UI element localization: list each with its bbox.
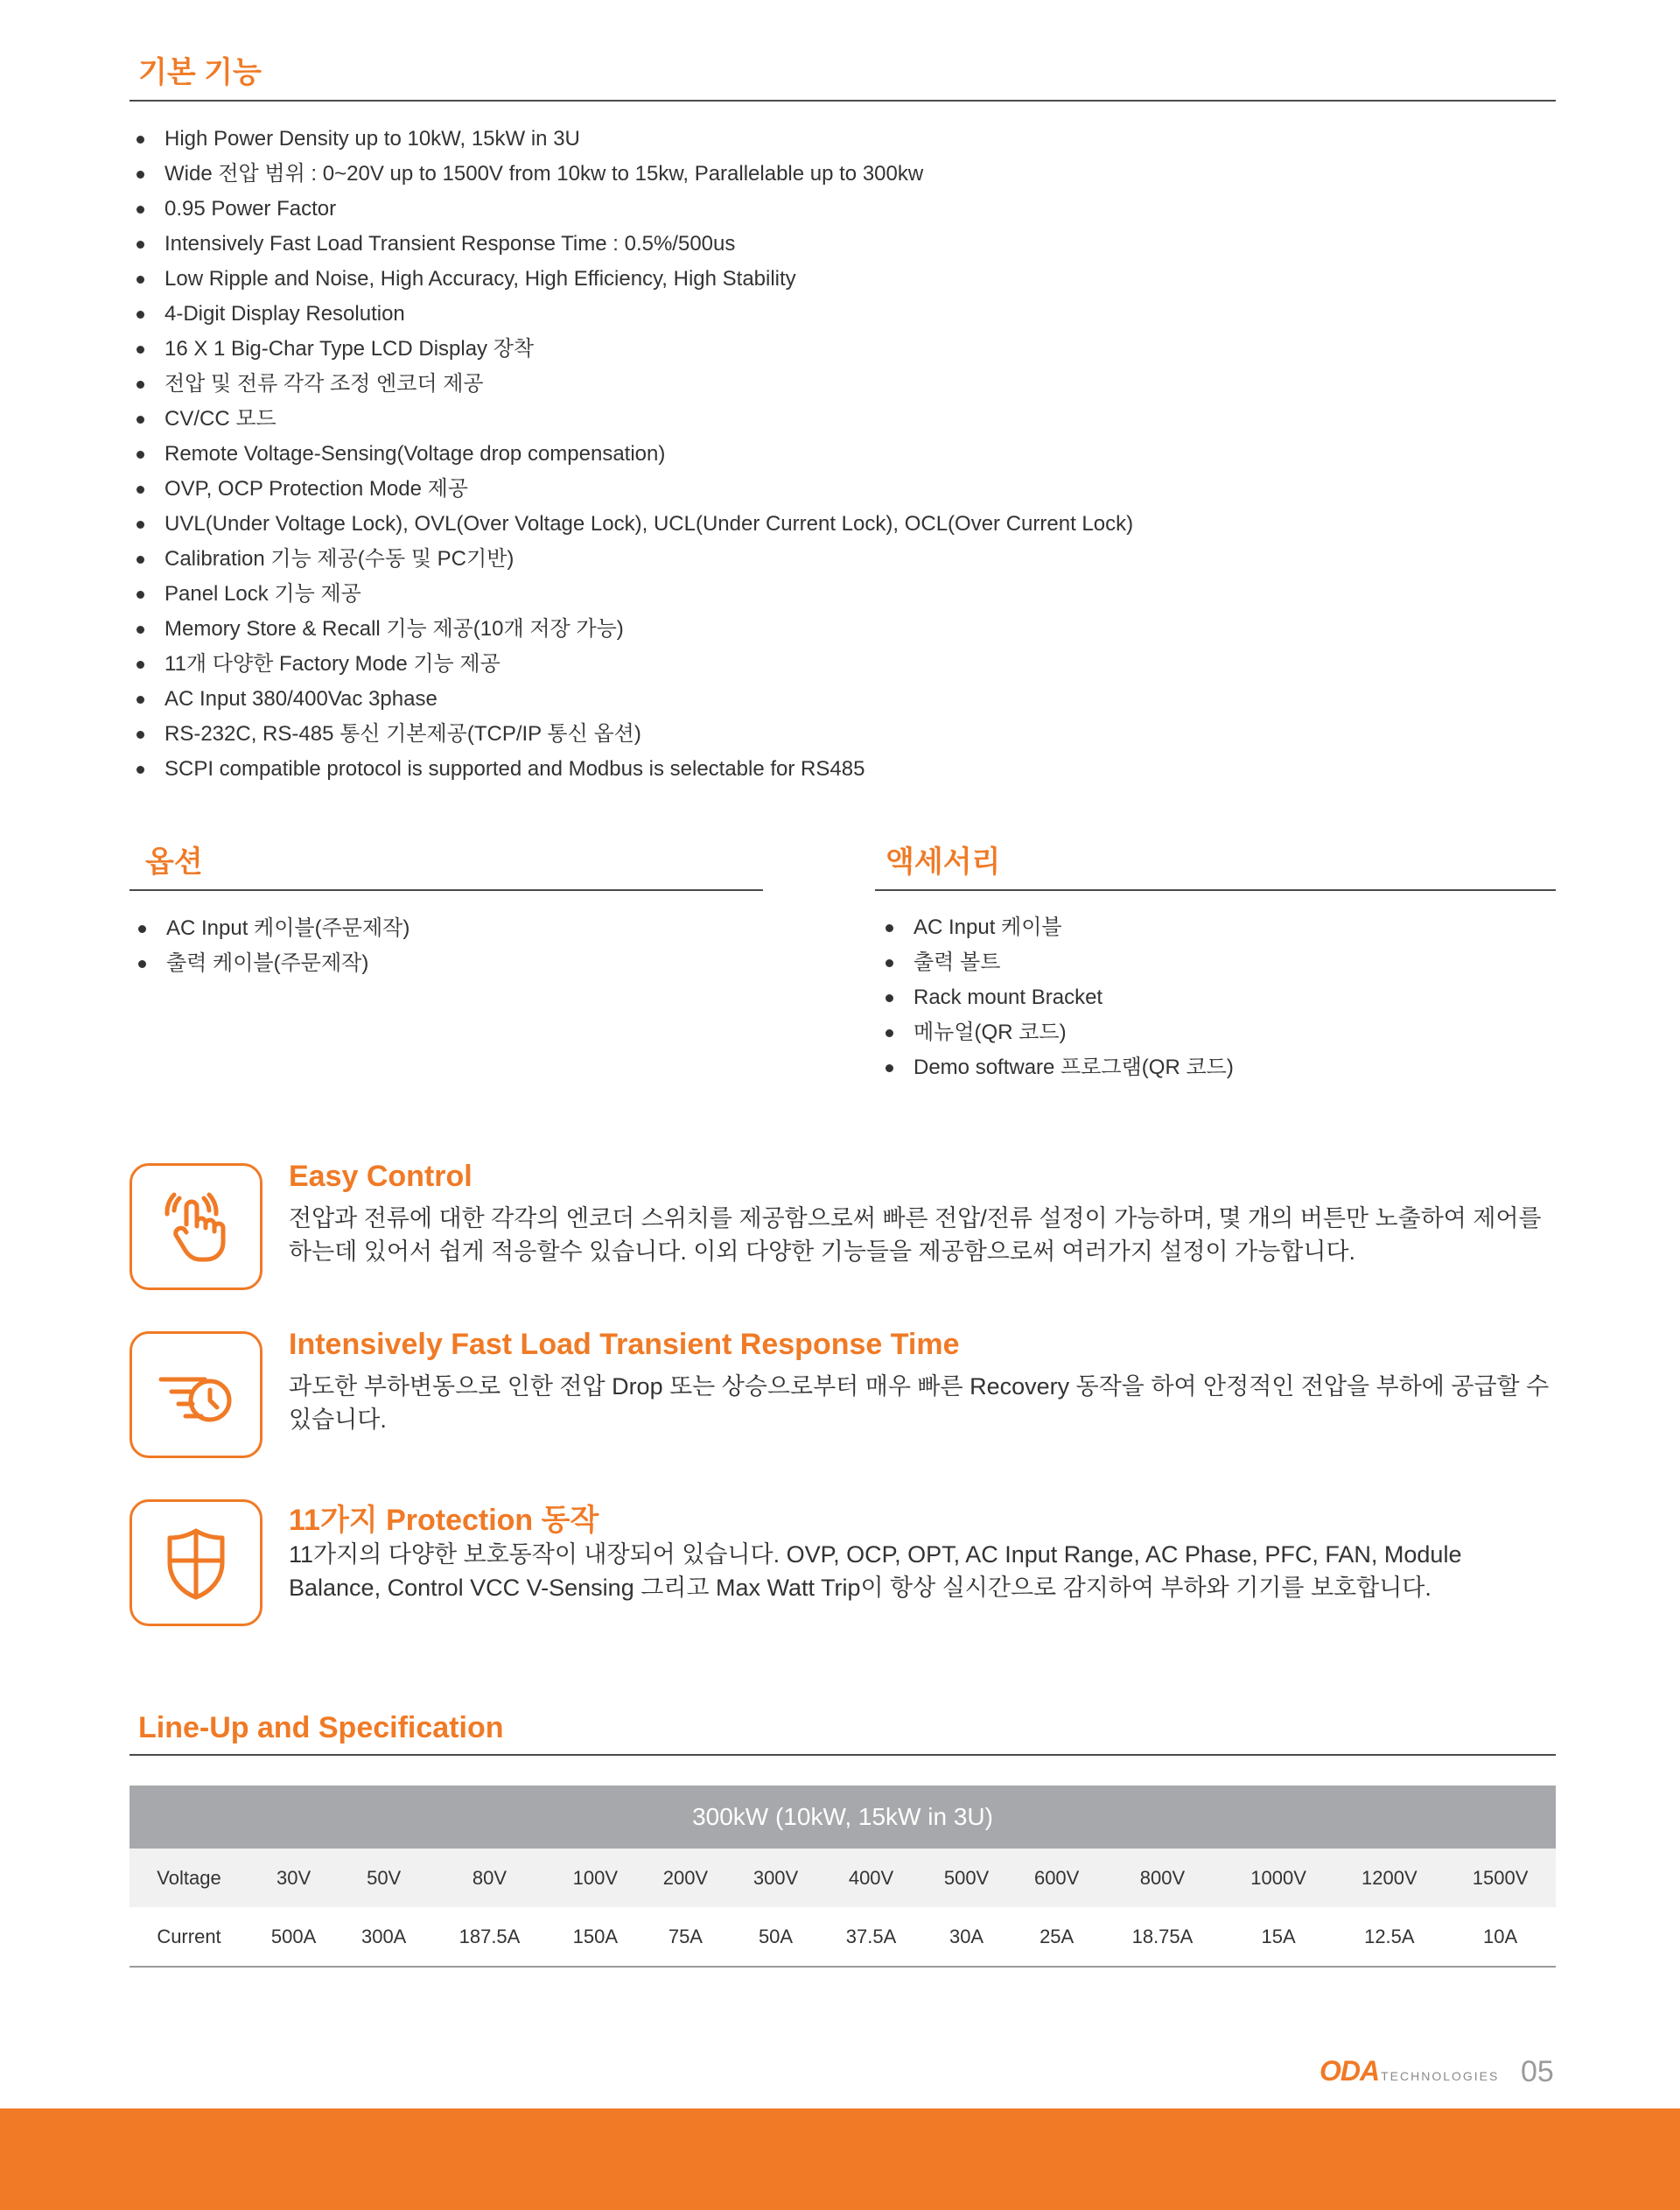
voltage-cell: 200V	[640, 1849, 731, 1907]
touch-hand-icon	[130, 1163, 262, 1290]
feature-description: 11가지의 다양한 보호동작이 내장되어 있습니다. OVP, OCP, OPT, AC Input Range, AC Phase, PFC, FAN, Module Balance, Control VCC V-Sensing 그리고 Max Watt Trip이 항상 실시간으로 감지하여 부하와 기기를 보호합니다.	[289, 1541, 1462, 1601]
list-item: RS-232C, RS-485 통신 기본제공(TCP/IP 통신 옵션)	[133, 717, 1550, 752]
voltage-cell: 80V	[429, 1849, 550, 1907]
voltage-row	[130, 1849, 1556, 1907]
current-cell: 150A	[550, 1907, 640, 1967]
voltage-cell: 100V	[550, 1849, 640, 1907]
list-item: AC Input 케이블(주문제작)	[135, 911, 747, 946]
list-item: 4-Digit Display Resolution	[133, 297, 1550, 332]
list-item: Calibration 기능 제공(수동 및 PC기반)	[133, 542, 1550, 577]
feature-description: 과도한 부하변동으로 인한 전압 Drop 또는 상승으로부터 매우 빠른 Recovery 동작을 하여 안정적인 전압을 부하에 공급할 수 있습니다.	[289, 1373, 1550, 1433]
feature-title: Intensively Fast Load Transient Response Time	[289, 1328, 960, 1361]
voltage-cell: 300V	[731, 1849, 821, 1907]
shield-icon	[130, 1499, 262, 1626]
spec-table	[130, 1786, 1556, 1968]
options-list	[135, 911, 747, 981]
feature-title: Easy Control	[289, 1160, 472, 1193]
logo-main-text: ODA	[1320, 2055, 1380, 2087]
list-item: SCPI compatible protocol is supported and Modbus is selectable for RS485	[133, 752, 1550, 787]
current-cell: 50A	[731, 1907, 821, 1967]
current-cell: 187.5A	[429, 1907, 550, 1967]
current-cell: 75A	[640, 1907, 731, 1967]
oda-logo	[1320, 2055, 1499, 2087]
voltage-label: Voltage	[130, 1849, 248, 1907]
current-label: Current	[130, 1907, 248, 1967]
list-item: High Power Density up to 10kW, 15kW in 3U	[133, 122, 1550, 157]
accessories-list	[882, 910, 1547, 1085]
basic-features-list	[133, 122, 1550, 787]
list-item: 16 X 1 Big-Char Type LCD Display 장착	[133, 332, 1550, 367]
voltage-cell: 400V	[821, 1849, 921, 1907]
current-cell: 18.75A	[1102, 1907, 1223, 1967]
list-item: AC Input 케이블	[882, 910, 1547, 945]
voltage-cell: 1500V	[1445, 1849, 1556, 1907]
feature-easy-control	[130, 1160, 1556, 1294]
feature-fast-transient	[130, 1328, 1556, 1463]
list-item: UVL(Under Voltage Lock), OVL(Over Voltage Lock), UCL(Under Current Lock), OCL(Over Current Lock)	[133, 507, 1550, 542]
logo-sub-text: TECHNOLOGIES	[1381, 2069, 1500, 2083]
spec-table-header: 300kW (10kW, 15kW in 3U)	[130, 1786, 1556, 1849]
current-cell: 30A	[921, 1907, 1012, 1967]
list-item: 출력 케이블(주문제작)	[135, 946, 747, 981]
list-item: Panel Lock 기능 제공	[133, 577, 1550, 612]
voltage-cell: 500V	[921, 1849, 1012, 1907]
feature-description: 전압과 전류에 대한 각각의 엔코더 스위치를 제공함으로써 빠른 전압/전류 설정이 가능하며, 몇 개의 버튼만 노출하여 제어를 하는데 있어서 쉽게 적응할수 있습니다. 이외 다양한 기능들을 제공함으로써 여러가지 설정이 가능합니다.	[289, 1205, 1542, 1265]
list-item: OVP, OCP Protection Mode 제공	[133, 472, 1550, 507]
list-item: Demo software 프로그램(QR 코드)	[882, 1050, 1547, 1085]
voltage-cell: 50V	[339, 1849, 429, 1907]
current-cell: 12.5A	[1334, 1907, 1445, 1967]
current-cell: 300A	[339, 1907, 429, 1967]
list-item: Intensively Fast Load Transient Response Time : 0.5%/500us	[133, 227, 1550, 262]
feature-protection	[130, 1499, 1556, 1631]
current-cell: 10A	[1445, 1907, 1556, 1967]
current-cell: 37.5A	[821, 1907, 921, 1967]
list-item: 전압 및 전류 각각 조정 엔코더 제공	[133, 367, 1550, 402]
current-row	[130, 1907, 1556, 1967]
list-item: AC Input 380/400Vac 3phase	[133, 682, 1550, 717]
list-item: CV/CC 모드	[133, 402, 1550, 437]
options-title: 옵션	[130, 838, 763, 891]
lineup-title: Line-Up and Specification	[130, 1711, 1556, 1756]
list-item: Remote Voltage-Sensing(Voltage drop compensation)	[133, 437, 1550, 472]
voltage-cell: 1000V	[1223, 1849, 1334, 1907]
voltage-cell: 30V	[248, 1849, 339, 1907]
voltage-cell: 1200V	[1334, 1849, 1445, 1907]
current-cell: 25A	[1012, 1907, 1102, 1967]
current-cell: 15A	[1223, 1907, 1334, 1967]
feature-title: 11가지 Protection 동작	[289, 1504, 599, 1537]
fast-clock-icon	[130, 1331, 262, 1458]
list-item: Low Ripple and Noise, High Accuracy, High Efficiency, High Stability	[133, 262, 1550, 297]
voltage-cell: 800V	[1102, 1849, 1223, 1907]
basic-features-title: 기본 기능	[130, 48, 1556, 102]
voltage-cell: 600V	[1012, 1849, 1102, 1907]
list-item: 0.95 Power Factor	[133, 192, 1550, 227]
list-item: 11개 다양한 Factory Mode 기능 제공	[133, 647, 1550, 682]
list-item: Wide 전압 범위 : 0~20V up to 1500V from 10kw to 15kw, Parallelable up to 300kw	[133, 157, 1550, 192]
list-item: Memory Store & Recall 기능 제공(10개 저장 가능)	[133, 612, 1550, 647]
list-item: Rack mount Bracket	[882, 980, 1547, 1015]
page-number: 05	[1521, 2055, 1554, 2088]
footer-band	[0, 2108, 1680, 2210]
list-item: 출력 볼트	[882, 945, 1547, 980]
list-item: 메뉴얼(QR 코드)	[882, 1015, 1547, 1050]
current-cell: 500A	[248, 1907, 339, 1967]
accessories-title: 액세서리	[875, 838, 1556, 891]
